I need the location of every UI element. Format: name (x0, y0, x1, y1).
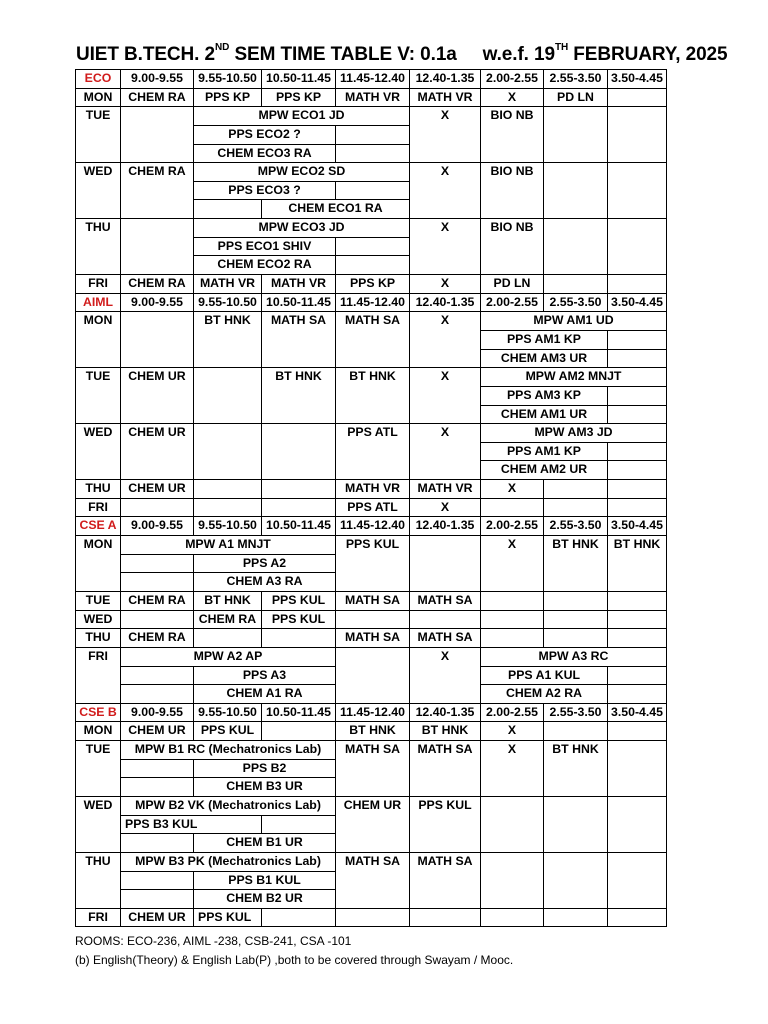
class-cell: BT HNK (194, 591, 262, 610)
class-cell: MPW A3 RC (481, 647, 667, 666)
time-slot-header: 9.55-10.50 (194, 517, 262, 536)
day-label: TUE (76, 368, 121, 424)
class-cell: MATH VR (336, 480, 410, 499)
class-cell: BIO NB (481, 163, 544, 219)
class-cell: CHEM ECO2 RA (194, 256, 336, 275)
empty-cell (262, 498, 336, 517)
empty-cell (194, 368, 262, 424)
class-cell: MATH SA (410, 629, 481, 648)
class-cell: CHEM ECO1 RA (262, 200, 410, 219)
class-cell: BT HNK (608, 536, 667, 592)
empty-cell (262, 629, 336, 648)
empty-cell (608, 163, 667, 219)
class-cell: BIO NB (481, 219, 544, 275)
class-cell: CHEM RA (121, 629, 194, 648)
empty-cell (544, 591, 608, 610)
empty-cell (262, 908, 336, 927)
class-cell: PPS B1 KUL (194, 871, 336, 890)
empty-cell (608, 386, 667, 405)
section-label: CSE B (76, 703, 121, 722)
class-cell: CHEM A3 RA (194, 573, 336, 592)
empty-cell (481, 610, 544, 629)
class-cell: MPW ECO3 JD (194, 219, 410, 238)
empty-cell (544, 610, 608, 629)
empty-cell (608, 461, 667, 480)
day-label: WED (76, 163, 121, 219)
class-cell: MATH VR (336, 88, 410, 107)
time-slot-header: 9.55-10.50 (194, 703, 262, 722)
class-cell: X (410, 424, 481, 480)
class-cell: MATH SA (336, 591, 410, 610)
time-slot-header: 12.40-1.35 (410, 293, 481, 312)
empty-cell (544, 498, 608, 517)
schedule-row (76, 88, 667, 107)
day-label: MON (76, 722, 121, 741)
empty-cell (121, 759, 194, 778)
empty-cell (608, 796, 667, 852)
empty-cell (544, 629, 608, 648)
class-cell: MATH SA (336, 852, 410, 908)
empty-cell (608, 908, 667, 927)
empty-cell (608, 685, 667, 704)
day-label: THU (76, 480, 121, 499)
empty-cell (336, 256, 410, 275)
schedule-row (76, 163, 667, 182)
empty-cell (262, 480, 336, 499)
schedule-row (76, 591, 667, 610)
empty-cell (336, 908, 410, 927)
class-cell: X (481, 480, 544, 499)
class-cell: PPS KUL (262, 610, 336, 629)
schedule-row (76, 908, 667, 927)
time-slot-header: 9.55-10.50 (194, 293, 262, 312)
schedule-row (76, 480, 667, 499)
schedule-row (76, 424, 667, 443)
time-slot-header: 2.00-2.55 (481, 703, 544, 722)
empty-cell (481, 796, 544, 852)
empty-cell (194, 480, 262, 499)
time-slot-header: 10.50-11.45 (262, 293, 336, 312)
empty-cell (608, 480, 667, 499)
class-cell: MATH SA (410, 852, 481, 908)
time-slot-header: 10.50-11.45 (262, 70, 336, 89)
schedule-row (76, 498, 667, 517)
time-slot-header: 2.55-3.50 (544, 517, 608, 536)
time-slot-header: 9.00-9.55 (121, 70, 194, 89)
class-cell: CHEM ECO3 RA (194, 144, 336, 163)
class-cell: BT HNK (544, 536, 608, 592)
class-cell: MATH SA (410, 741, 481, 797)
empty-cell (608, 275, 667, 294)
class-cell: BIO NB (481, 107, 544, 163)
time-slot-header: 9.00-9.55 (121, 517, 194, 536)
time-slot-header: 12.40-1.35 (410, 517, 481, 536)
day-label: THU (76, 852, 121, 908)
empty-cell (608, 610, 667, 629)
schedule-row (76, 796, 667, 815)
class-cell: BT HNK (262, 368, 336, 424)
empty-cell (544, 275, 608, 294)
empty-cell (608, 722, 667, 741)
class-cell: MPW B2 VK (Mechatronics Lab) (121, 796, 336, 815)
day-label: TUE (76, 591, 121, 610)
empty-cell (194, 629, 262, 648)
day-label: TUE (76, 741, 121, 797)
class-cell: PPS KP (194, 88, 262, 107)
class-cell: X (410, 163, 481, 219)
class-cell: CHEM UR (121, 480, 194, 499)
class-cell: PPS B3 KUL (121, 815, 262, 834)
class-cell: PD LN (481, 275, 544, 294)
empty-cell (121, 219, 194, 275)
empty-cell (608, 741, 667, 797)
class-cell: CHEM AM1 UR (481, 405, 608, 424)
class-cell: CHEM B1 UR (194, 834, 336, 853)
empty-cell (410, 610, 481, 629)
time-slot-header: 12.40-1.35 (410, 703, 481, 722)
class-cell: X (410, 647, 481, 703)
empty-cell (121, 312, 194, 368)
class-cell: PPS ECO1 SHIV (194, 237, 336, 256)
empty-cell (121, 871, 194, 890)
class-cell: CHEM AM3 UR (481, 349, 608, 368)
empty-cell (608, 442, 667, 461)
day-label: FRI (76, 908, 121, 927)
section-label: ECO (76, 70, 121, 89)
time-slot-header: 3.50-4.45 (608, 293, 667, 312)
day-label: FRI (76, 647, 121, 703)
empty-cell (336, 237, 410, 256)
class-cell: X (410, 275, 481, 294)
time-slot-header: 9.00-9.55 (121, 703, 194, 722)
class-cell: BT HNK (336, 722, 410, 741)
day-label: THU (76, 629, 121, 648)
class-cell: X (481, 88, 544, 107)
schedule-row (76, 852, 667, 871)
class-cell: MPW A1 MNJT (121, 536, 336, 555)
empty-cell (481, 591, 544, 610)
schedule-row (76, 368, 667, 387)
class-cell: PPS KUL (262, 591, 336, 610)
class-cell: PPS KUL (194, 908, 262, 927)
schedule-row (76, 629, 667, 648)
class-cell: MATH VR (194, 275, 262, 294)
class-cell: CHEM RA (121, 591, 194, 610)
empty-cell (544, 852, 608, 908)
class-cell: CHEM RA (194, 610, 262, 629)
empty-cell (194, 424, 262, 480)
empty-cell (336, 647, 410, 703)
schedule-row (76, 219, 667, 238)
empty-cell (544, 722, 608, 741)
timetable (75, 69, 667, 927)
time-slot-header: 9.00-9.55 (121, 293, 194, 312)
schedule-row (76, 536, 667, 555)
class-cell: X (410, 312, 481, 368)
schedule-row (76, 107, 667, 126)
empty-cell (608, 852, 667, 908)
time-slot-header: 3.50-4.45 (608, 703, 667, 722)
section-header-row (76, 517, 667, 536)
empty-cell (544, 163, 608, 219)
class-cell: PPS ECO2 ? (194, 125, 336, 144)
day-label: WED (76, 796, 121, 852)
empty-cell (121, 107, 194, 163)
empty-cell (410, 536, 481, 592)
empty-cell (608, 219, 667, 275)
time-slot-header: 10.50-11.45 (262, 517, 336, 536)
class-cell: CHEM B3 UR (194, 778, 336, 797)
class-cell: X (410, 498, 481, 517)
class-cell: CHEM B2 UR (194, 890, 336, 909)
class-cell: CHEM A2 RA (481, 685, 608, 704)
class-cell: CHEM A1 RA (194, 685, 336, 704)
day-label: MON (76, 312, 121, 368)
class-cell: PPS A2 (194, 554, 336, 573)
class-cell: CHEM UR (121, 722, 194, 741)
class-cell: PPS B2 (194, 759, 336, 778)
class-cell: MPW ECO1 JD (194, 107, 410, 126)
time-slot-header: 11.45-12.40 (336, 293, 410, 312)
class-cell: MATH SA (336, 741, 410, 797)
class-cell: PPS AM3 KP (481, 386, 608, 405)
class-cell: PD LN (544, 88, 608, 107)
empty-cell (262, 815, 336, 834)
empty-cell (121, 498, 194, 517)
class-cell: PPS KP (262, 88, 336, 107)
schedule-row (76, 275, 667, 294)
day-label: WED (76, 610, 121, 629)
empty-cell (262, 722, 336, 741)
empty-cell (608, 666, 667, 685)
empty-cell (121, 685, 194, 704)
time-slot-header: 2.00-2.55 (481, 293, 544, 312)
section-header-row (76, 70, 667, 89)
class-cell: X (481, 722, 544, 741)
class-cell: PPS ECO3 ? (194, 181, 336, 200)
section-header-row (76, 293, 667, 312)
time-slot-header: 12.40-1.35 (410, 70, 481, 89)
time-slot-header: 11.45-12.40 (336, 517, 410, 536)
time-slot-header: 3.50-4.45 (608, 517, 667, 536)
class-cell: PPS KUL (410, 796, 481, 852)
class-cell: MATH VR (410, 88, 481, 107)
day-label: WED (76, 424, 121, 480)
class-cell: MPW AM1 UD (481, 312, 667, 331)
class-cell: MATH SA (262, 312, 336, 368)
class-cell: CHEM RA (121, 88, 194, 107)
class-cell: MATH VR (262, 275, 336, 294)
empty-cell (544, 480, 608, 499)
class-cell: X (410, 368, 481, 424)
time-slot-header: 10.50-11.45 (262, 703, 336, 722)
class-cell: MATH SA (336, 312, 410, 368)
class-cell: PPS AM1 KP (481, 330, 608, 349)
empty-cell (608, 88, 667, 107)
empty-cell (121, 554, 194, 573)
class-cell: PPS AM1 KP (481, 442, 608, 461)
class-cell: PPS A1 KUL (481, 666, 608, 685)
english-note: (b) English(Theory) & English Lab(P) ,both to be covered through Swayam / Mooc. (75, 952, 514, 967)
class-cell: MPW B1 RC (Mechatronics Lab) (121, 741, 336, 760)
empty-cell (481, 908, 544, 927)
day-label: MON (76, 536, 121, 592)
empty-cell (121, 610, 194, 629)
empty-cell (121, 666, 194, 685)
page-title: UIET B.TECH. 2ND SEM TIME TABLE V: 0.1a w.e.f. 19TH FEBRUARY, 2025 (76, 42, 728, 65)
empty-cell (336, 610, 410, 629)
class-cell: PPS A3 (194, 666, 336, 685)
day-label: TUE (76, 107, 121, 163)
empty-cell (481, 852, 544, 908)
notes (75, 932, 513, 969)
time-slot-header: 3.50-4.45 (608, 70, 667, 89)
empty-cell (544, 107, 608, 163)
class-cell: PPS KUL (336, 536, 410, 592)
section-label: CSE A (76, 517, 121, 536)
schedule-row (76, 647, 667, 666)
empty-cell (336, 181, 410, 200)
day-label: THU (76, 219, 121, 275)
time-slot-header: 2.55-3.50 (544, 70, 608, 89)
class-cell: CHEM UR (121, 908, 194, 927)
empty-cell (262, 424, 336, 480)
empty-cell (544, 908, 608, 927)
empty-cell (544, 219, 608, 275)
empty-cell (121, 890, 194, 909)
time-slot-header: 2.55-3.50 (544, 703, 608, 722)
rooms-note: ROOMS: ECO-236, AIML -238, CSB-241, CSA -101 (75, 934, 352, 948)
empty-cell (121, 778, 194, 797)
class-cell: MPW A2 AP (121, 647, 336, 666)
empty-cell (608, 107, 667, 163)
class-cell: MATH SA (410, 591, 481, 610)
class-cell: PPS KP (336, 275, 410, 294)
time-slot-header: 2.00-2.55 (481, 517, 544, 536)
day-label: FRI (76, 498, 121, 517)
section-label: AIML (76, 293, 121, 312)
empty-cell (608, 498, 667, 517)
class-cell: MPW B3 PK (Mechatronics Lab) (121, 852, 336, 871)
empty-cell (194, 498, 262, 517)
empty-cell (481, 629, 544, 648)
class-cell: CHEM UR (121, 368, 194, 424)
empty-cell (608, 330, 667, 349)
class-cell: CHEM UR (336, 796, 410, 852)
schedule-row (76, 312, 667, 331)
schedule-row (76, 610, 667, 629)
class-cell: PPS ATL (336, 424, 410, 480)
class-cell: BT HNK (544, 741, 608, 797)
empty-cell (608, 591, 667, 610)
day-label: MON (76, 88, 121, 107)
class-cell: X (410, 107, 481, 163)
class-cell: MATH VR (410, 480, 481, 499)
empty-cell (121, 834, 194, 853)
time-slot-header: 9.55-10.50 (194, 70, 262, 89)
class-cell: PPS KUL (194, 722, 262, 741)
class-cell: CHEM RA (121, 275, 194, 294)
day-label: FRI (76, 275, 121, 294)
class-cell: CHEM UR (121, 424, 194, 480)
schedule-row (76, 722, 667, 741)
class-cell: CHEM AM2 UR (481, 461, 608, 480)
class-cell: MPW AM3 JD (481, 424, 667, 443)
empty-cell (481, 498, 544, 517)
time-slot-header: 2.55-3.50 (544, 293, 608, 312)
empty-cell (336, 125, 410, 144)
empty-cell (121, 573, 194, 592)
class-cell: X (481, 741, 544, 797)
empty-cell (336, 144, 410, 163)
class-cell: BT HNK (194, 312, 262, 368)
schedule-row (76, 741, 667, 760)
class-cell: MPW ECO2 SD (194, 163, 410, 182)
empty-cell (608, 405, 667, 424)
class-cell: MPW AM2 MNJT (481, 368, 667, 387)
time-slot-header: 2.00-2.55 (481, 70, 544, 89)
section-header-row (76, 703, 667, 722)
empty-cell (410, 908, 481, 927)
empty-cell (544, 796, 608, 852)
class-cell: CHEM RA (121, 163, 194, 219)
time-slot-header: 11.45-12.40 (336, 70, 410, 89)
class-cell: X (410, 219, 481, 275)
class-cell: BT HNK (410, 722, 481, 741)
class-cell: PPS ATL (336, 498, 410, 517)
class-cell: X (481, 536, 544, 592)
class-cell: MATH SA (336, 629, 410, 648)
class-cell: BT HNK (336, 368, 410, 424)
empty-cell (194, 200, 262, 219)
time-slot-header: 11.45-12.40 (336, 703, 410, 722)
empty-cell (608, 349, 667, 368)
empty-cell (608, 629, 667, 648)
